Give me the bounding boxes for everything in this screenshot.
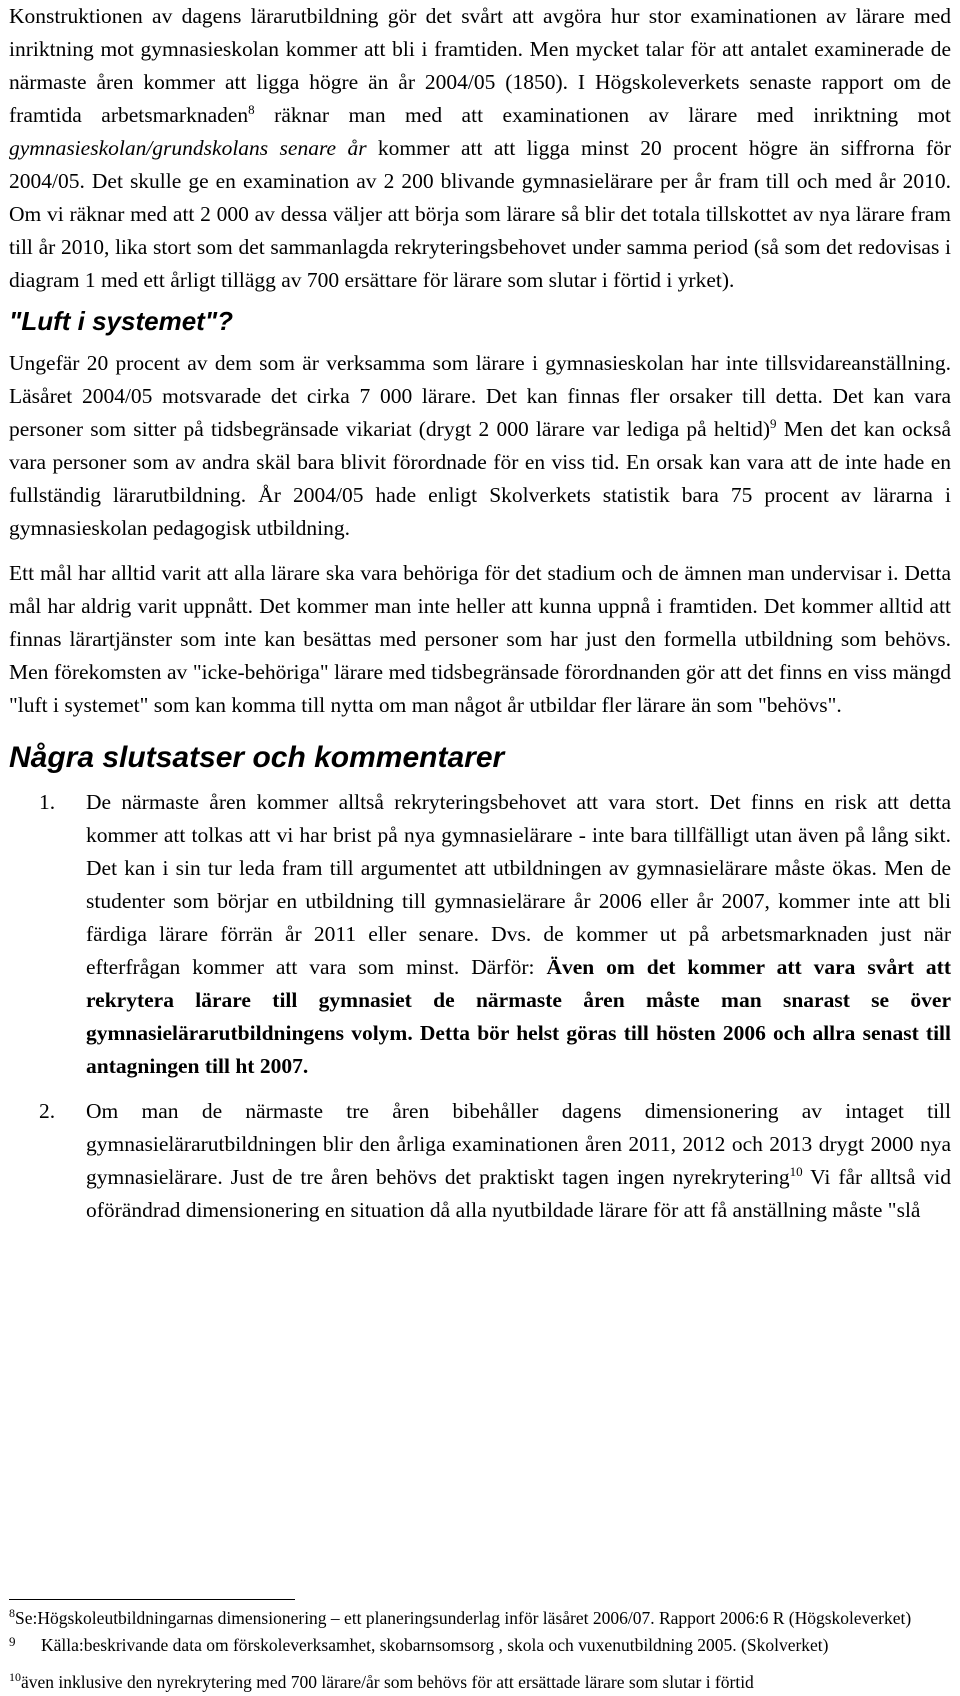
- heading-slutsatser: Några slutsatser och kommentarer: [9, 741, 505, 774]
- footnote-9: 9 Källa:beskrivande data om förskoleverksamhet, skobarnsomsorg , skola och vuxenutbildning 2005. (Skolverket): [9, 1634, 829, 1655]
- footnote-ref-9[interactable]: 9: [770, 415, 777, 431]
- paragraph-examination: Konstruktionen av dagens lärarutbildning gör det svårt att avgöra hur stor examinationen av lärare med inriktning mot gymnasieskolan kommer att bli i framtiden. Men mycket talar för att antalet examinerade de närmaste åren kommer att ligga högre än år 2004/05 (1850). I Högskoleverkets senaste rapport om de framtida arbetsmarknaden$^8$ räknar man med att examinationen av lärare med inriktning mot gymnasieskolan/grundskolans senare år kommer att att ligga minst 20 procent högre än siffrorna för 2004/05. Det skulle ge en examination av 2 200 blivande gymnasielärare per år fram till och med år 2010. Om vi räknar med att 2 000 av dessa väljer att börja som lärare så blir det totala tillskottet av nya lärare fram till år 2010, lika stort som det sammanlagda rekryteringsbehovet under samma period (så som det redovisas i diagram 1 med ett årligt tillägg av 700 ersättare för lärare som slutar i förtid i yrket).: [9, 4, 952, 292]
- paragraph-tillsvidare: Ungefär 20 procent av dem som är verksamma som lärare i gymnasieskolan har inte tillsvidareanställning. Läsåret 2004/05 motsvarade det cirka 7 000 lärare. Det kan finnas fler orsaker till detta. Det kan vara personer som sitter på tidsbegränsade vikariat (drygt 2 000 lärare var lediga på heltid)$^9$ Men det kan också vara personer som av andra skäl bara blivit förordnade för en viss tid. En orsak kan vara att de inte hade en fullständig lärarutbildning. År 2004/05 hade enligt Skolverkets statistik bara 75 procent av lärarna i gymnasieskolan pedagogisk utbildning.: [9, 351, 951, 540]
- footnote-divider: [9, 1599, 295, 1600]
- bold-recommendation: Även om det kommer att vara svårt att rekrytera lärare till gymnasiet de närmaste åren måste man snarast se över gymnasielärarutbildningens volym. Detta bör helst göras till hösten 2006 och allra senast till antagningen till ht 2007.: [86, 955, 951, 1078]
- list-item: 1. De närmaste åren kommer alltså rekryteringsbehovet att vara stort. Det finns en risk att detta kommer att tolkas att vi har brist på nya gymnasielärare - inte bara tillfälligt utan även på lång sikt. Det kan i sin tur leda fram till argumentet att utbildningen av gymnasielärare måste ökas. Men de studenter som börjar en utbildning till gymnasielärare år 2006 eller år 2007, kommer inte att bli färdiga lärare förrän år 2011 eller senare. Dvs. de kommer ut på arbetsmarknaden just när efterfrågan kommer att vara som minst. Därför: Även om det kommer att vara svårt att rekrytera lärare till gymnasiet de närmaste åren måste man snarast se över gymnasielärarutbildningens volym. Detta bör helst göras till hösten 2006 och allra senast till antagningen till ht 2007.: [9, 786, 951, 1083]
- list-item-number: 1.: [39, 790, 56, 814]
- heading-luft-i-systemet: "Luft i systemet"?: [9, 306, 234, 336]
- footnote-ref-10[interactable]: 10: [789, 1163, 803, 1179]
- document-page: [9, 0, 951, 1227]
- footnote-10: $^{10}$även inklusive den nyrekrytering med 700 lärare/år som behövs för att ersättade lärare som slutar i förtid: [9, 1670, 754, 1692]
- footnotes: [9, 1605, 951, 1696]
- list-item: 2. Om man de närmaste tre åren bibehåller dagens dimensionering av intaget till gymnasielärarutbildningen blir den årliga examinationen åren 2011, 2012 och 2013 drygt 2000 nya gymnasielärare. Just de tre åren behövs det praktiskt tagen ingen nyrekrytering$^{10}$ Vi får alltså vid oförändrad dimensionering en situation då alla nyutbildade lärare för att få anställning måste "slå: [9, 1095, 951, 1227]
- footnote-8: $^8$Se:Högskoleutbildningarnas dimensionering – ett planeringsunderlag inför läsåret 2006/07. Rapport 2006:6 R (Högskoleverket): [9, 1606, 912, 1628]
- list-item-number: 2.: [39, 1099, 56, 1123]
- conclusions-list: [9, 786, 951, 1227]
- footnote-ref-8[interactable]: 8: [248, 101, 255, 117]
- paragraph-behoriga: Ett mål har alltid varit att alla lärare ska vara behöriga för det stadium och de ämnen man undervisar i. Detta mål har aldrig varit uppnått. Det kommer man inte heller att kunna uppnå i framtiden. Det kommer alltid att finnas lärartjänster som inte kan besättas med personer som har just den formella utbildning som behövs. Men förekomsten av "icke-behöriga" lärare med tidsbegränsade förordnanden gör att det finns en viss mängd "luft i systemet" som kan komma till nytta om man något år utbildar fler lärare än som "behövs".: [9, 561, 951, 717]
